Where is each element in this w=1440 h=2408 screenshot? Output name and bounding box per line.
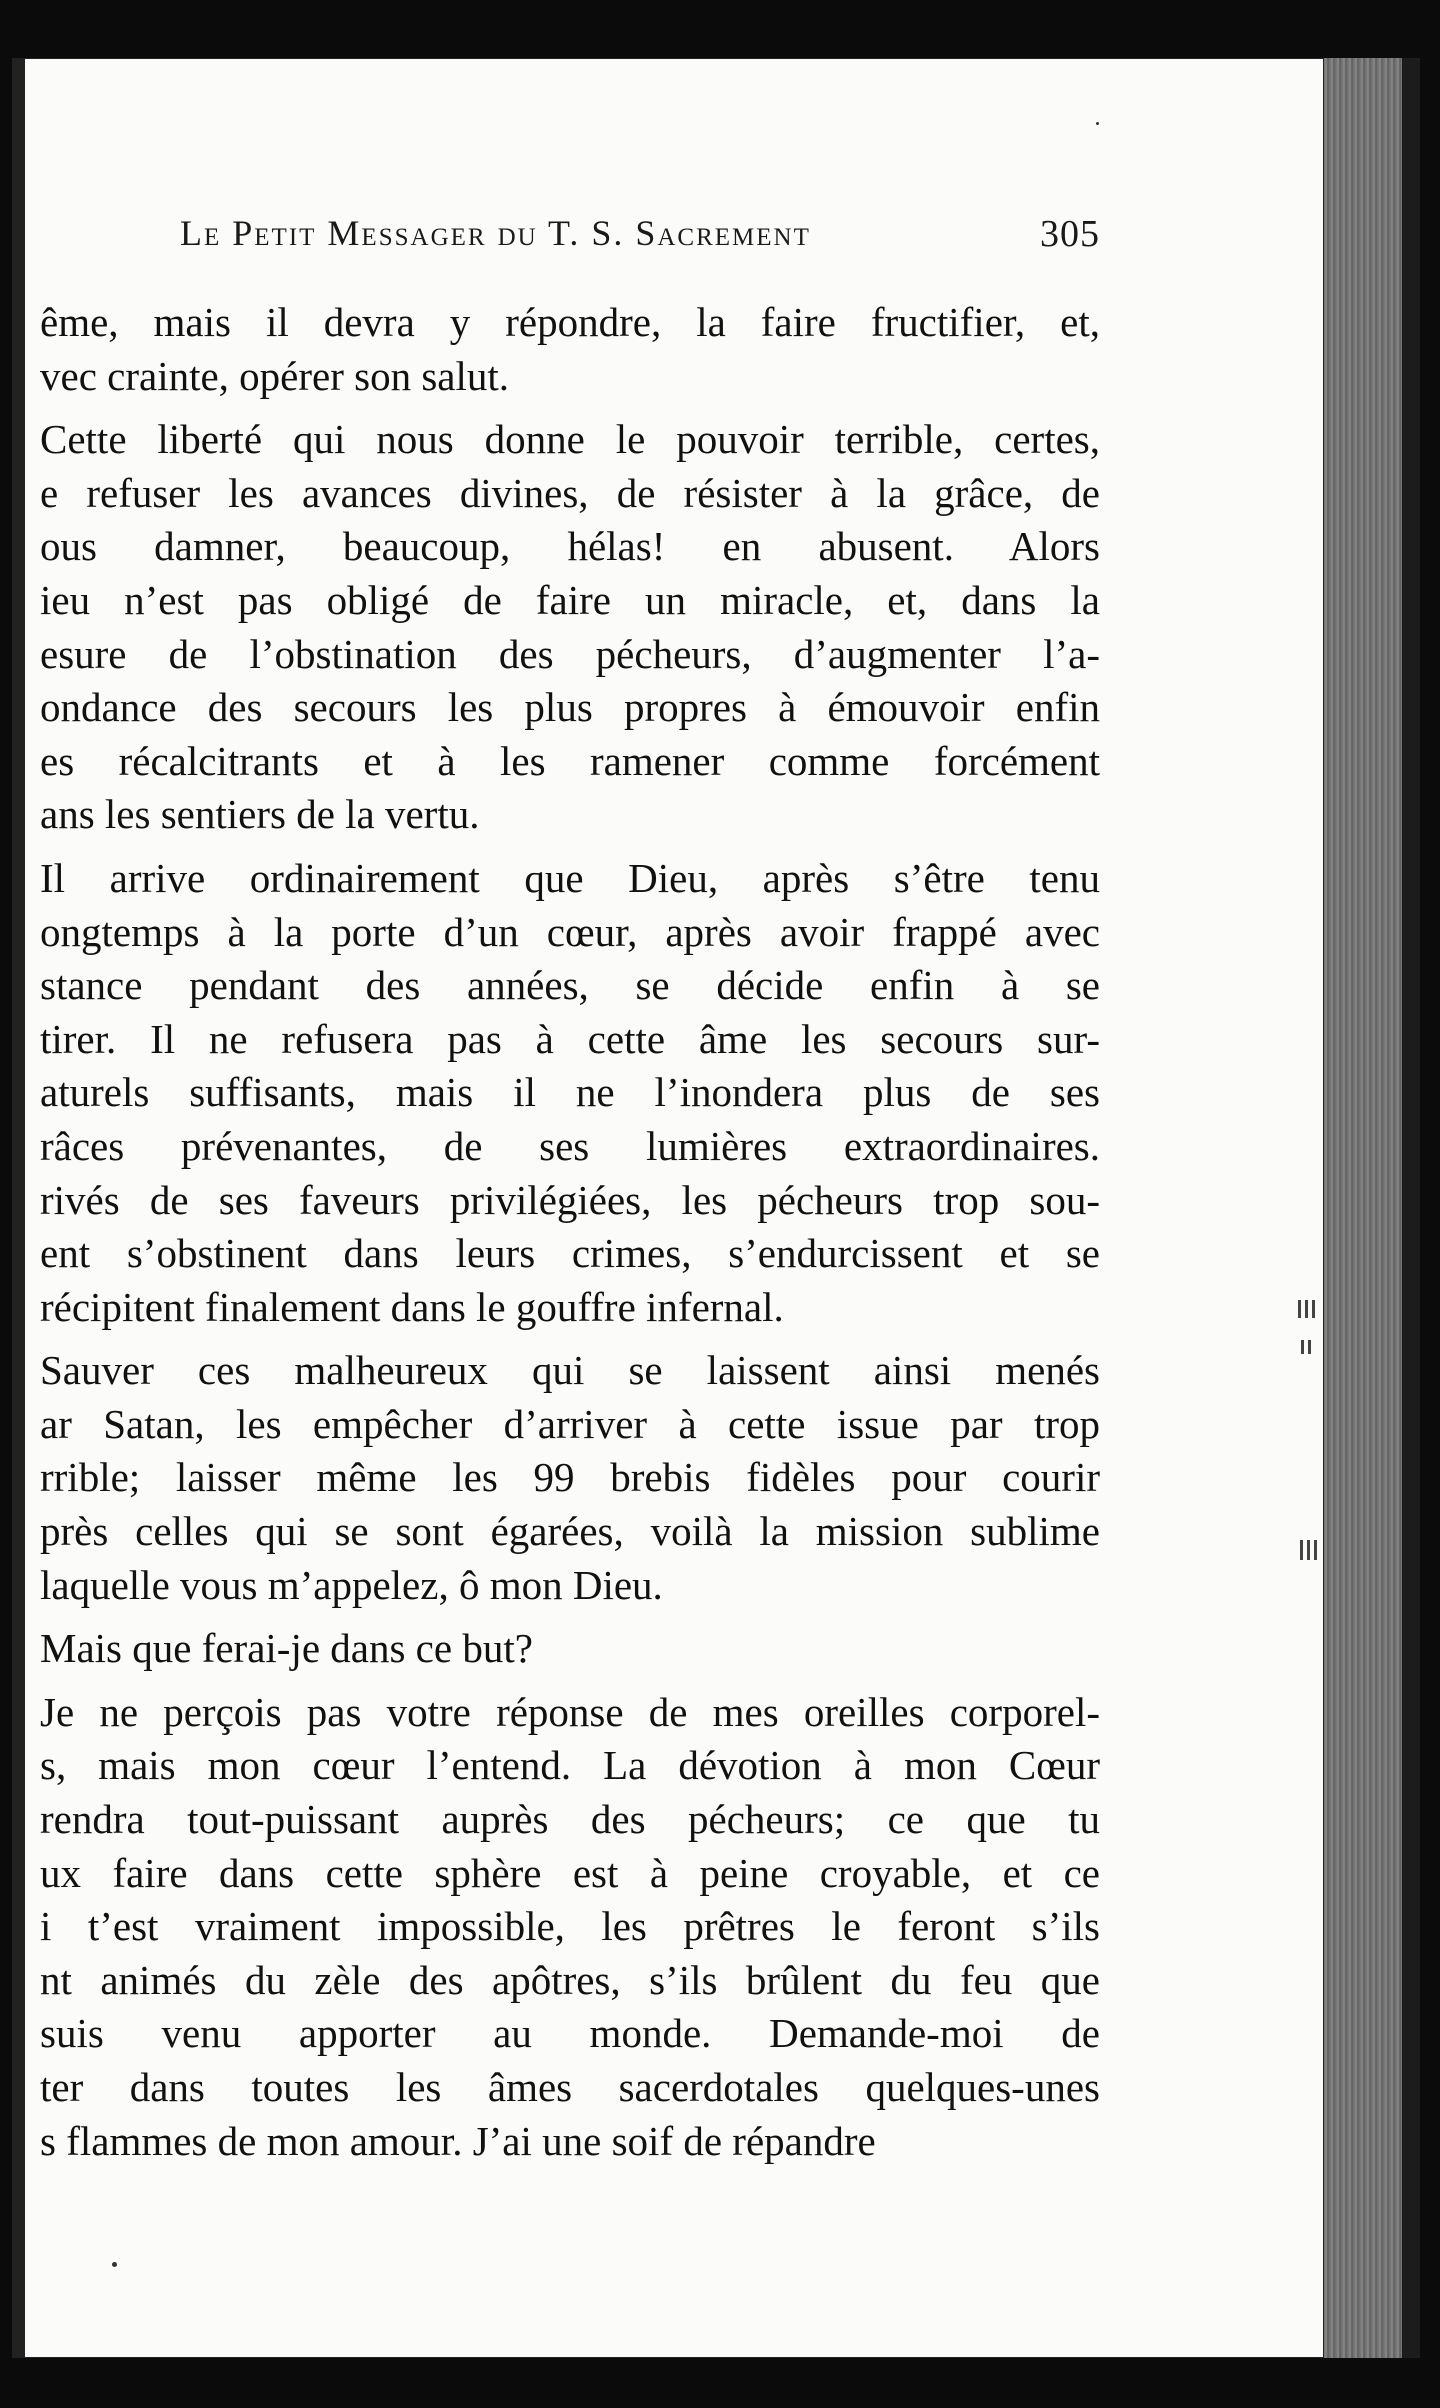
text-line: nt animés du zèle des apôtres, s’ils brûlent du feu que	[40, 1956, 1100, 2003]
page-fore-edge	[1324, 58, 1420, 2358]
text-line: i t’est vraiment impossible, les prêtres le feront s’ils	[40, 1903, 1100, 1950]
text-line: Sauver ces malheureux qui se laissent ainsi menés	[40, 1347, 1100, 1394]
text-line: Je ne perçois pas votre réponse de mes oreilles corporel-	[40, 1688, 1100, 1735]
body-text	[40, 296, 1100, 2178]
paragraph	[40, 296, 1100, 403]
text-line: ondance des secours les plus propres à émouvoir enfin	[40, 684, 1100, 731]
text-line: Cette liberté qui nous donne le pouvoir terrible, certes,	[40, 416, 1100, 463]
text-line: tirer. Il ne refusera pas à cette âme les secours sur-	[40, 1015, 1100, 1062]
text-line: suis venu apporter au monde. Demande-moi de	[40, 2010, 1100, 2057]
page-speck	[1096, 122, 1099, 125]
text-line: vec crainte, opérer son salut.	[40, 352, 510, 399]
text-line: ême, mais il devra y répondre, la faire fructifier, et,	[40, 299, 1100, 345]
text-line: ans les sentiers de la vertu.	[40, 791, 480, 838]
text-line: râces prévenantes, de ses lumières extraordinaires.	[40, 1122, 1100, 1169]
text-line: esure de l’obstination des pécheurs, d’augmenter l’a-	[40, 630, 1100, 677]
text-line: aturels suffisants, mais il ne l’inondera plus de ses	[40, 1069, 1100, 1116]
paragraph	[40, 1622, 1100, 1676]
page-speck	[112, 2262, 117, 2267]
text-line: s flammes de mon amour. J’ai une soif de répandre	[40, 2117, 876, 2164]
text-line: ongtemps à la porte d’un cœur, après avoir frappé avec	[40, 908, 1100, 955]
text-line: e refuser les avances divines, de résister à la grâce, de	[40, 469, 1100, 516]
text-line: laquelle vous m’appelez, ô mon Dieu.	[40, 1561, 663, 1608]
text-line: Mais que ferai-je dans ce but?	[40, 1625, 533, 1672]
paragraph	[40, 1686, 1100, 2168]
paragraph	[40, 1344, 1100, 1612]
page-number: 305	[1040, 213, 1100, 255]
text-line: ieu n’est pas obligé de faire un miracle, et, dans la	[40, 576, 1100, 623]
page-header	[180, 212, 1100, 260]
paragraph	[40, 413, 1100, 842]
text-line: ar Satan, les empêcher d’arriver à cette issue par trop	[40, 1400, 1100, 1447]
text-line: rrible; laisser même les 99 brebis fidèles pour courir	[40, 1454, 1100, 1501]
text-line: es récalcitrants et à les ramener comme forcément	[40, 737, 1100, 784]
text-line: stance pendant des années, se décide enfin à se	[40, 962, 1100, 1009]
text-line: rivés de ses faveurs privilégiées, les pécheurs trop sou-	[40, 1176, 1100, 1223]
paragraph	[40, 852, 1100, 1334]
text-line: ter dans toutes les âmes sacerdotales quelques-unes	[40, 2064, 1100, 2110]
text-line: ent s’obstinent dans leurs crimes, s’endurcissent et se	[40, 1230, 1100, 1277]
running-head: Le Petit Messager du T. S. Sacrement	[180, 213, 811, 253]
margin-marks	[1296, 1300, 1326, 1600]
text-line: s, mais mon cœur l’entend. La dévotion à mon Cœur	[40, 1742, 1100, 1789]
text-line: ous damner, beaucoup, hélas! en abusent. Alors	[40, 523, 1100, 570]
text-line: récipitent finalement dans le gouffre infernal.	[40, 1283, 784, 1330]
text-line: rendra tout-puissant auprès des pécheurs; ce que tu	[40, 1796, 1100, 1843]
text-line: ux faire dans cette sphère est à peine croyable, et ce	[40, 1849, 1100, 1896]
text-line: près celles qui se sont égarées, voilà la mission sublime	[40, 1508, 1100, 1555]
text-line: Il arrive ordinairement que Dieu, après s’être tenu	[40, 854, 1100, 901]
